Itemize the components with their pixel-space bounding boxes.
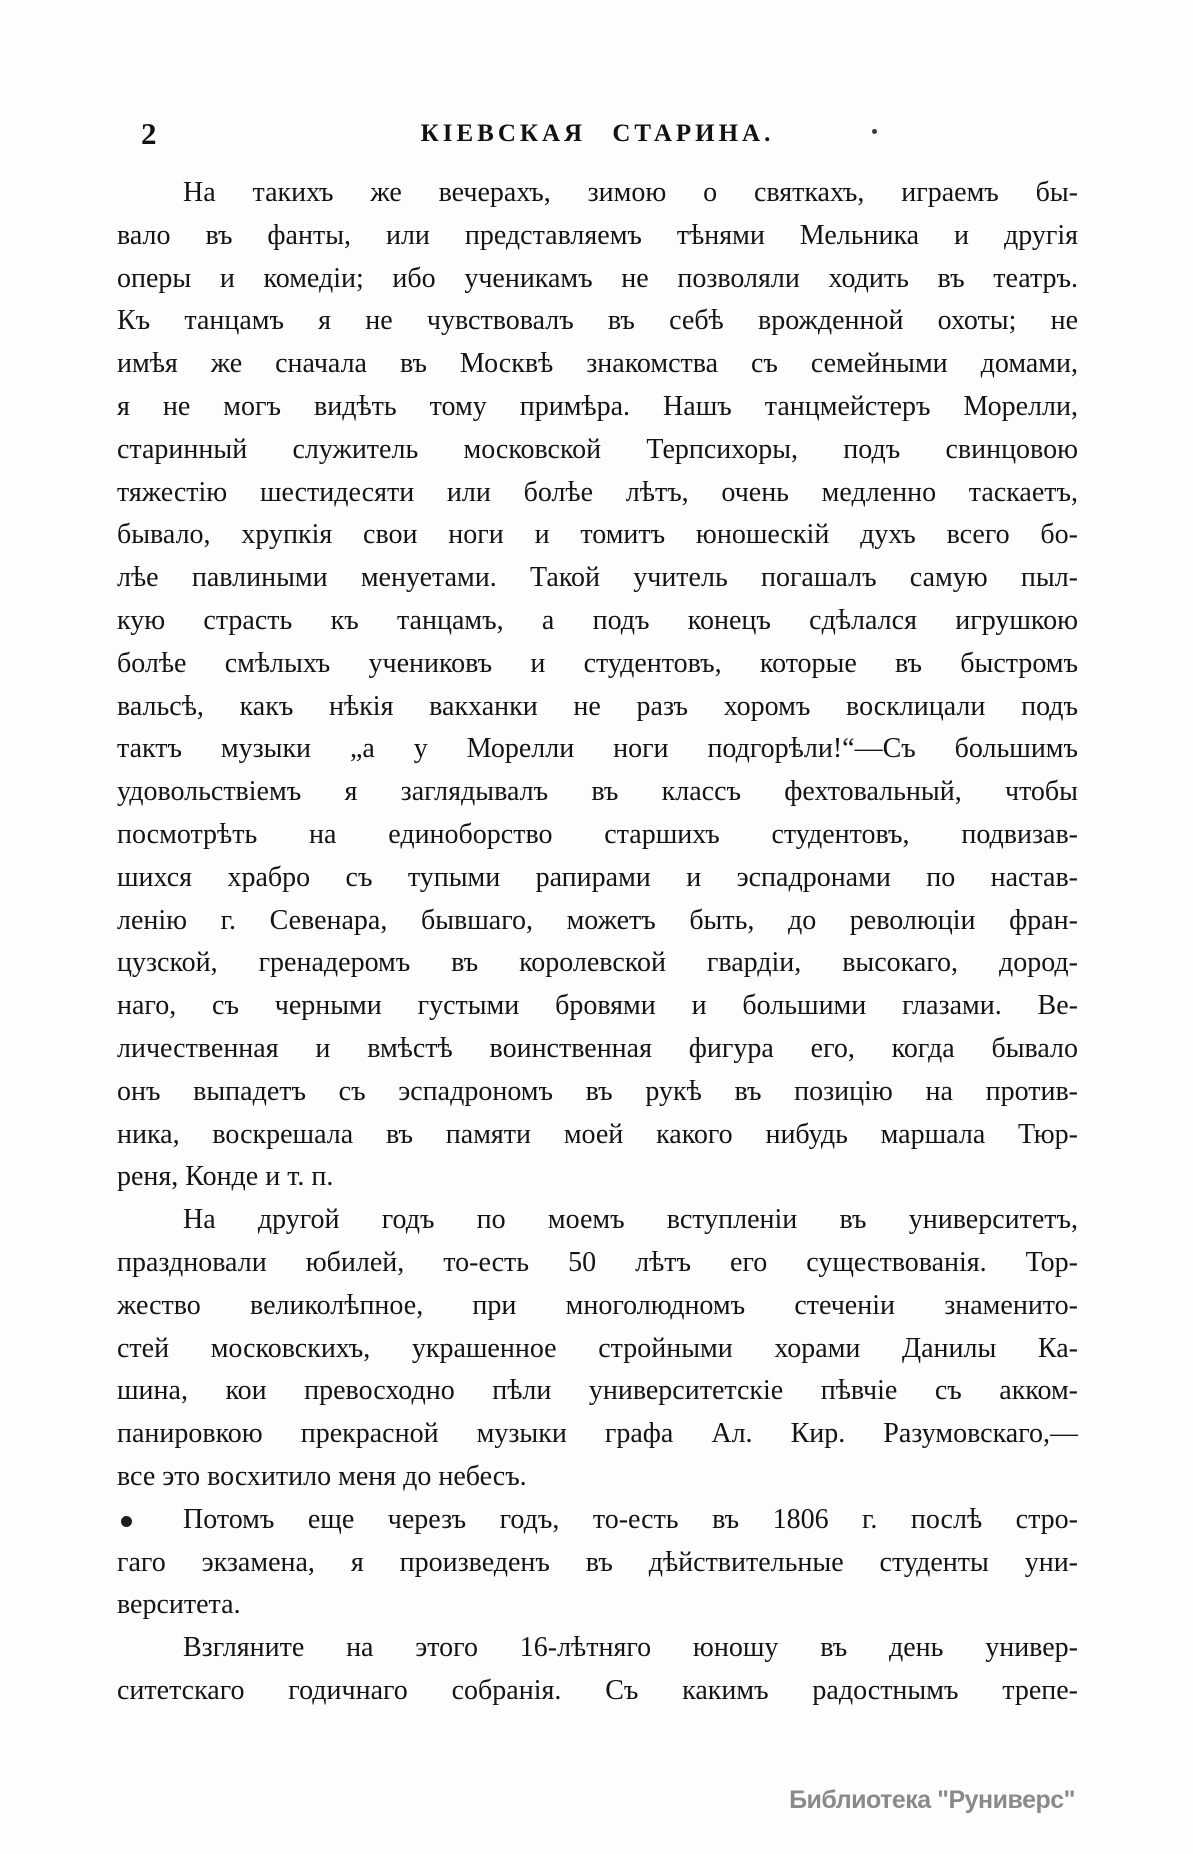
text-line: ситетскаго годичнаго собранія. Съ какимъ радостнымъ трепе- [117, 1674, 1078, 1706]
text-line: Взгляните на этого 16-лѣтняго юношу въ день универ- [183, 1632, 1078, 1664]
text-line: все это восхитило меня до небесъ. [117, 1460, 527, 1492]
text-line: вальсѣ, какъ нѣкія вакханки не разъ хоромъ восклицали подъ [117, 690, 1078, 722]
text-line: реня, Конде и т. п. [117, 1161, 334, 1193]
text-line: имѣя же сначала въ Москвѣ знакомства съ семейными домами, [117, 348, 1078, 380]
margin-ink-dot [121, 1516, 132, 1527]
text-line: жество великолѣпное, при многолюдномъ стеченіи знаменито- [117, 1289, 1078, 1321]
text-line: цузской, гренадеромъ въ королевской гвардіи, высокаго, дород- [117, 947, 1078, 979]
text-line: ника, воскрешала въ памяти моей какого нибудь маршала Тюр- [117, 1118, 1078, 1150]
running-head-title: КІЕВСКАЯ СТАРИНА. [420, 120, 775, 147]
text-line: шихся храбро съ тупыми рапирами и эспадронами по настав- [117, 861, 1078, 893]
text-line: оперы и комедіи; ибо ученикамъ не позволяли ходить въ театръ. [117, 262, 1078, 294]
ink-speck [872, 129, 877, 134]
text-line: наго, съ черными густыми бровями и большими глазами. Ве- [117, 990, 1078, 1022]
text-line: шина, кои превосходно пѣли университетскіе пѣвчіе съ акком- [117, 1375, 1078, 1407]
text-line: гаго экзамена, я произведенъ въ дѣйствительные студенты уни- [117, 1546, 1078, 1578]
text-line: кую страсть къ танцамъ, а подъ конецъ сдѣлался игрушкою [117, 604, 1078, 636]
text-line: верситета. [117, 1589, 241, 1621]
text-line: стей московскихъ, украшенное стройными хорами Данилы Ка- [117, 1332, 1078, 1364]
text-line: онъ выпадетъ съ эспадрономъ въ рукѣ въ позицію на против- [117, 1075, 1078, 1107]
text-line: я не могъ видѣть тому примѣра. Нашъ танцмейстеръ Морелли, [117, 390, 1078, 422]
library-watermark: Библиотека "Руниверс" [789, 1786, 1075, 1814]
text-line: тяжестію шестидесяти или болѣе лѣтъ, очень медленно таскаетъ, [117, 476, 1078, 508]
text-line: бывало, хрупкія свои ноги и томитъ юношескій духъ всего бо- [117, 519, 1078, 551]
text-line: тактъ музыки „а у Морелли ноги подгорѣли!“—Съ большимъ [117, 733, 1078, 765]
text-line: старинный служитель московской Терпсихоры, подъ свинцовою [117, 433, 1078, 465]
text-line: На другой годъ по моемъ вступленіи въ университетъ, [183, 1204, 1078, 1236]
page-number: 2 [141, 116, 157, 151]
text-block [117, 172, 1078, 1713]
text-line: Къ танцамъ я не чувствовалъ въ себѣ врожденной охоты; не [117, 305, 1078, 337]
text-line: праздновали юбилей, то-есть 50 лѣтъ его существованія. Тор- [117, 1246, 1078, 1278]
text-line: посмотрѣть на единоборство старшихъ студентовъ, подвизав- [117, 818, 1078, 850]
text-line: вало въ фанты, или представляемъ тѣнями Мельника и другія [117, 219, 1078, 251]
text-line: болѣе смѣлыхъ учениковъ и студентовъ, которые въ быстромъ [117, 647, 1078, 679]
text-line: Потомъ еще черезъ годъ, то-есть въ 1806 г. послѣ стро- [183, 1503, 1078, 1535]
text-line: удовольствіемъ я заглядывалъ въ классъ фехтовальный, чтобы [117, 776, 1078, 808]
text-line: панировкою прекрасной музыки графа Ал. Кир. Разумовскаго,— [117, 1418, 1078, 1450]
text-line: личественная и вмѣстѣ воинственная фигура его, когда бывало [117, 1032, 1078, 1064]
text-line: лѣе павлиными менуетами. Такой учитель погашалъ самую пыл- [117, 562, 1078, 594]
text-line: ленію г. Севенара, бывшаго, можетъ быть, до революціи фран- [117, 904, 1078, 936]
text-line: На такихъ же вечерахъ, зимою о святкахъ, играемъ бы- [183, 177, 1078, 208]
